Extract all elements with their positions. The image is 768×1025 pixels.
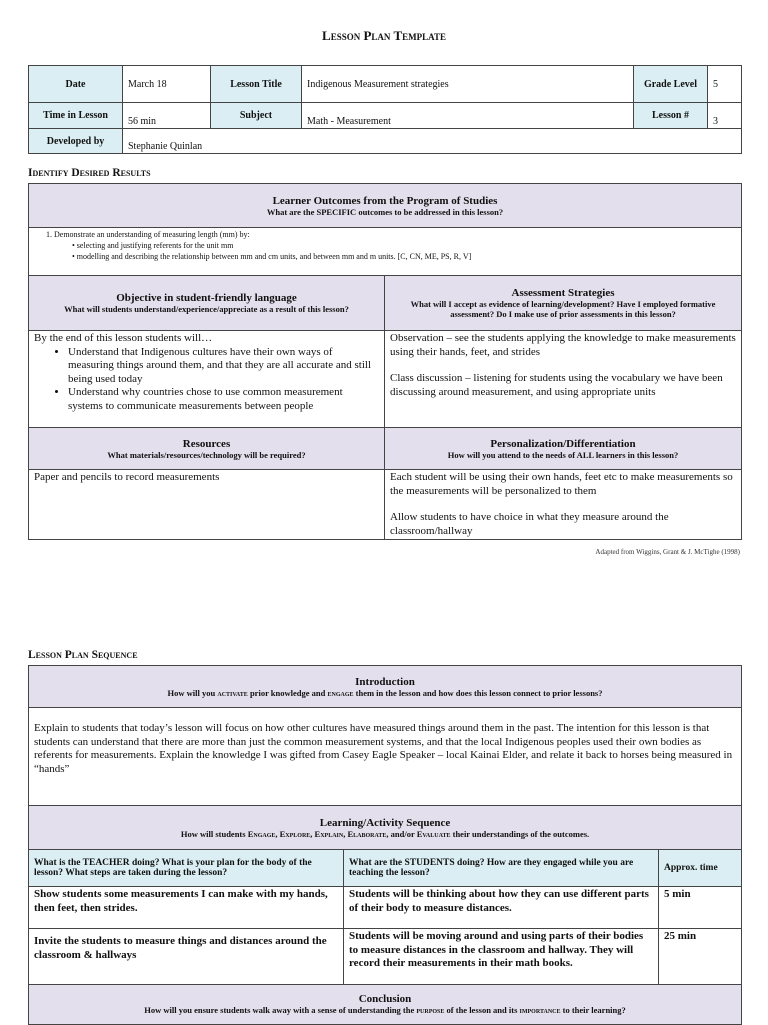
student-step: Students will be thinking about how they can use different parts of their body to measure distances. [344, 887, 659, 929]
page-title: Lesson Plan Template [322, 28, 446, 43]
lesson-number-label: Lesson # [634, 103, 708, 129]
time-in-lesson-value: 56 min [123, 103, 211, 129]
conclusion-header [29, 985, 742, 1025]
introduction-body: Explain to students that today’s lesson will focus on how other cultures have measured things around them in the past. The intention for this lesson is that students can understand that there are more than just the common measurement systems, and that the local Indigenous peoples used their own bodies as referents for measurements. Explain the knowledge I was gifted from Casey Eagle Speaker – local Kainai Elder, and relate it back to horses being measured in “hands” [29, 708, 742, 806]
desired-results-table [28, 183, 742, 540]
objective-subtitle: What will students understand/experience/appreciate as a result of this lesson? [64, 304, 349, 314]
grade-level-value: 5 [708, 66, 742, 103]
objective-body [29, 331, 385, 428]
teacher-step: Invite the students to measure things and distances around the classroom & hallways [29, 929, 344, 985]
personalization-title: Personalization/Differentiation [490, 437, 636, 450]
grade-level-label: Grade Level [634, 66, 708, 103]
assessment-title: Assessment Strategies [511, 287, 615, 299]
lesson-number-value: 3 [708, 103, 742, 129]
students-column-header: What are the STUDENTS doing? How are they engaged while you are teaching the lesson? [344, 850, 659, 887]
conclusion-title: Conclusion [358, 993, 412, 1005]
table-row [29, 887, 742, 929]
outcome-sub-item-2: • modelling and describing the relationship between mm and cm units, and between mm and m units. [C, CN, ME, PS, R, V] [72, 252, 472, 261]
resources-body: Paper and pencils to record measurements [29, 470, 385, 540]
outcomes-title: Learner Outcomes from the Program of Studies [272, 194, 498, 207]
outcomes-body [29, 228, 742, 276]
approx-time: 5 min [659, 887, 742, 929]
subject-value: Math - Measurement [302, 103, 634, 129]
introduction-title: Introduction [355, 675, 415, 688]
objective-bullet-2: • Understand why countries chose to use common measurement systems to communicate measurements between people [68, 386, 379, 413]
developed-by-label: Developed by [29, 129, 123, 154]
personalization-paragraph-1: Each student will be using their own hands, feet etc to make measurements so the measurements will be personalized to them [390, 471, 733, 497]
personalization-paragraph-2: Allow students to have choice in what they measure around the classroom/hallway [390, 511, 669, 537]
activity-sequence-subtitle: How will students Engage, Explore, Explain, Elaborate, and/or Evaluate their understandings of the outcomes. [180, 828, 590, 839]
outcome-sub-item-1: • selecting and justifying referents for the unit mm [72, 241, 234, 250]
assessment-header [385, 276, 742, 331]
lesson-title-value: Indigenous Measurement strategies [302, 66, 634, 103]
lesson-sequence-heading: Lesson Plan Sequence [28, 649, 138, 661]
objective-bullet-1: • Understand that Indigenous cultures have their own ways of measuring things around them, and that they are all accurate and still being used today [68, 346, 379, 387]
lesson-sequence-table [28, 665, 742, 1025]
activity-sequence-header [29, 806, 742, 850]
objective-intro: By the end of this lesson students will… [34, 332, 213, 344]
activity-sequence-title: Learning/Activity Sequence [319, 816, 451, 829]
resources-title: Resources [182, 437, 231, 450]
developed-by-value: Stephanie Quinlan [123, 129, 742, 154]
outcome-item: 1. Demonstrate an understanding of measuring length (mm) by: [54, 229, 736, 240]
personalization-header [385, 428, 742, 470]
introduction-header [29, 666, 742, 708]
student-step: Students will be moving around and using parts of their bodies to measure distances in the classroom and hallway. They will record their measurements in their math books. [344, 929, 659, 985]
lesson-info-table [28, 65, 742, 154]
adapted-citation: Adapted from Wiggins, Grant & J. McTighe (1998) [595, 548, 740, 556]
assessment-body [385, 331, 742, 428]
time-column-header: Approx. time [659, 850, 742, 887]
desired-results-heading: Identify Desired Results [28, 167, 151, 179]
assessment-paragraph-2: Class discussion – listening for students using the vocabulary we have been discussing around measurement, and using appropriate units [390, 372, 723, 398]
table-row [29, 929, 742, 985]
outcomes-header [29, 184, 742, 228]
introduction-subtitle: How will you activate prior knowledge and engage them in the lesson and how does this lesson connect to prior lessons? [167, 687, 603, 698]
personalization-body [385, 470, 742, 540]
date-value: March 18 [123, 66, 211, 103]
objective-header [29, 276, 385, 331]
assessment-subtitle: What will I accept as evidence of learning/development? Have I employed formative assessment? Do I make use of prior assessments in this lesson? [410, 299, 716, 319]
resources-header [29, 428, 385, 470]
approx-time: 25 min [659, 929, 742, 985]
objective-title: Objective in student-friendly language [116, 292, 297, 304]
lesson-title-label: Lesson Title [211, 66, 302, 103]
teacher-step: Show students some measurements I can make with my hands, then feet, then strides. [29, 887, 344, 929]
outcomes-subtitle: What are the SPECIFIC outcomes to be addressed in this lesson? [266, 206, 504, 217]
resources-subtitle: What materials/resources/technology will be required? [107, 449, 306, 460]
teacher-column-header: What is the TEACHER doing? What is your plan for the body of the lesson? What steps are taken during the lesson? [29, 850, 344, 887]
conclusion-subtitle: How will you ensure students walk away with a sense of understanding the purpose of the lesson and its importance to their learning? [144, 1005, 626, 1015]
time-in-lesson-label: Time in Lesson [29, 103, 123, 129]
date-label: Date [29, 66, 123, 103]
personalization-subtitle: How will you attend to the needs of ALL learners in this lesson? [447, 449, 679, 460]
assessment-paragraph-1: Observation – see the students applying the knowledge to make measurements using their hands, feet, and strides [390, 332, 736, 358]
subject-label: Subject [211, 103, 302, 129]
